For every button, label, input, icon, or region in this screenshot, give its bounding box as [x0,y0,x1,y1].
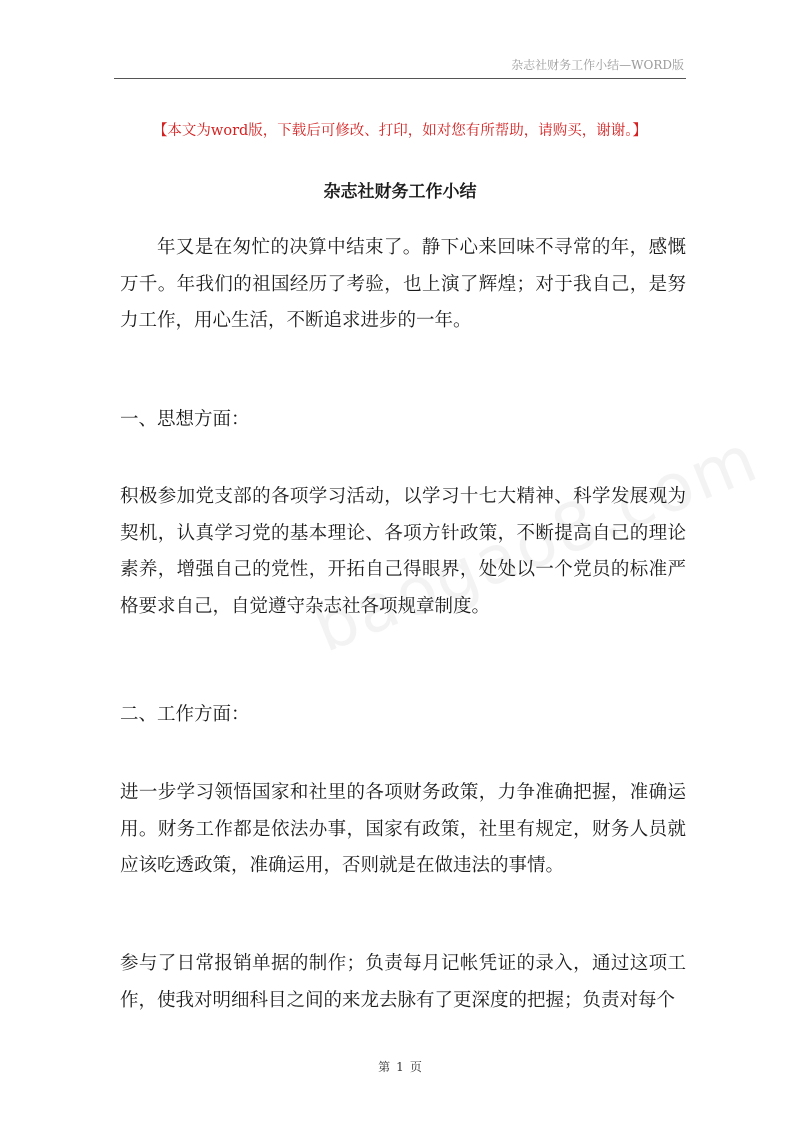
header-divider [114,78,686,79]
section1-paragraph: 积极参加党支部的各项学习活动，以学习十七大精神、科学发展观为契机，认真学习党的基本理论、各项方针政策，不断提高自己的理论素养，增强自己的党性，开拓自己得眼界，处处以一个党员的标准严格要求自己，自觉遵守杂志社各项规章制度。 [120,486,686,617]
intro-paragraph: 年又是在匆忙的决算中结束了。静下心来回味不寻常的年，感慨万千。年我们的祖国经历了考验，也上演了辉煌；对于我自己，是努力工作，用心生活，不断追求进步的一年。 [120,237,686,331]
footer-suffix: 页 [409,1060,422,1074]
document-title: 杂志社财务工作小结 [323,182,477,202]
page-footer [0,1058,800,1075]
section2-paragraph-2: 参与了日常报销单据的制作；负责每月记帐凭证的录入，通过这项工作，使我对明细科目之间的来龙去脉有了更深度的把握；负责对每个 [120,953,686,1011]
section2-paragraph-1: 进一步学习领悟国家和社里的各项财务政策，力争准确把握，准确运用。财务工作都是依法办事，国家有政策，社里有规定，财务人员就应该吃透政策，准确运用，否则就是在做违法的事情。 [120,782,686,876]
header-title: 杂志社财务工作小结—WORD版 [511,58,684,72]
footer-prefix: 第 [378,1060,391,1074]
purchase-notice: 【本文为word版，下载后可修改、打印，如对您有所帮助，请购买，谢谢。】 [152,123,648,139]
page-number: 1 [396,1060,404,1074]
section1-heading: 一、思想方面： [120,409,250,430]
section2-heading: 二、工作方面： [120,704,250,725]
